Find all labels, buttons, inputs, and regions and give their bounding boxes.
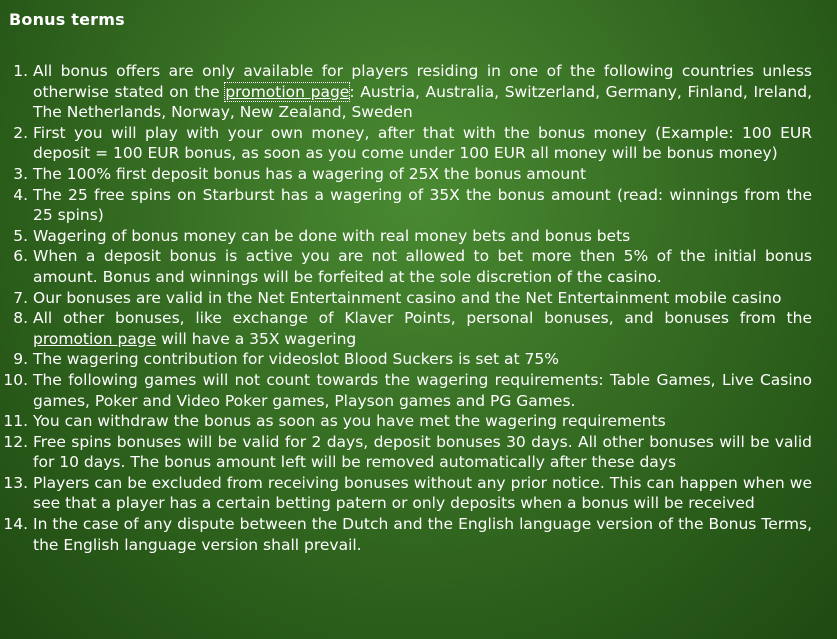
term-item-2: 2. First you will play with your own money, after that with the bonus money (Example: 100 EUR deposit = 100 EUR bonus, as soon as you come under 100 EUR all money will be bonus money)	[33, 123, 812, 164]
term-item-10: 10. The following games will not count towards the wagering requirements: Table Games, Live Casino games, Poker and Video Poker games, Playson games and PG Games.	[33, 370, 812, 411]
term-item-6: 6. When a deposit bonus is active you are not allowed to bet more then 5% of the initial bonus amount. Bonus and winnings will be forfeited at the sole discretion of the casino.	[33, 246, 812, 287]
page-title: Bonus terms	[9, 10, 125, 29]
term-item-5: 5. Wagering of bonus money can be done with real money bets and bonus bets	[33, 226, 812, 247]
promotion-page-link[interactable]: promotion page	[225, 82, 350, 101]
term-item-8: 8. All other bonuses, like exchange of Klaver Points, personal bonuses, and bonuses from the promotion page will have a 35X wagering	[33, 308, 812, 349]
term-item-14: 14. In the case of any dispute between the Dutch and the English language version of the Bonus Terms, the English language version shall prevail.	[33, 514, 812, 555]
term-item-1: 1. All bonus offers are only available for players residing in one of the following countries unless otherwise stated on the promotion page: Austria, Australia, Switzerland, Germany, Finland, Ireland, The Netherlands, Norway, New Zealand, Sweden	[33, 61, 812, 123]
term-item-9: 9. The wagering contribution for videoslot Blood Suckers is set at 75%	[33, 349, 812, 370]
term-item-7: 7. Our bonuses are valid in the Net Entertainment casino and the Net Entertainment mobile casino	[33, 288, 812, 309]
term-item-11: 11. You can withdraw the bonus as soon as you have met the wagering requirements	[33, 411, 812, 432]
bonus-terms-list	[0, 61, 812, 555]
term-item-4: 4. The 25 free spins on Starburst has a wagering of 35X the bonus amount (read: winnings from the 25 spins)	[33, 185, 812, 226]
promotion-page-link[interactable]: promotion page	[33, 329, 157, 348]
term-item-13: 13. Players can be excluded from receiving bonuses without any prior notice. This can happen when we see that a player has a certain betting patern or only deposits when a bonus will be received	[33, 473, 812, 514]
term-item-3: 3. The 100% first deposit bonus has a wagering of 25X the bonus amount	[33, 164, 812, 185]
term-item-12: 12. Free spins bonuses will be valid for 2 days, deposit bonuses 30 days. All other bonuses will be valid for 10 days. The bonus amount left will be removed automatically after these days	[33, 432, 812, 473]
